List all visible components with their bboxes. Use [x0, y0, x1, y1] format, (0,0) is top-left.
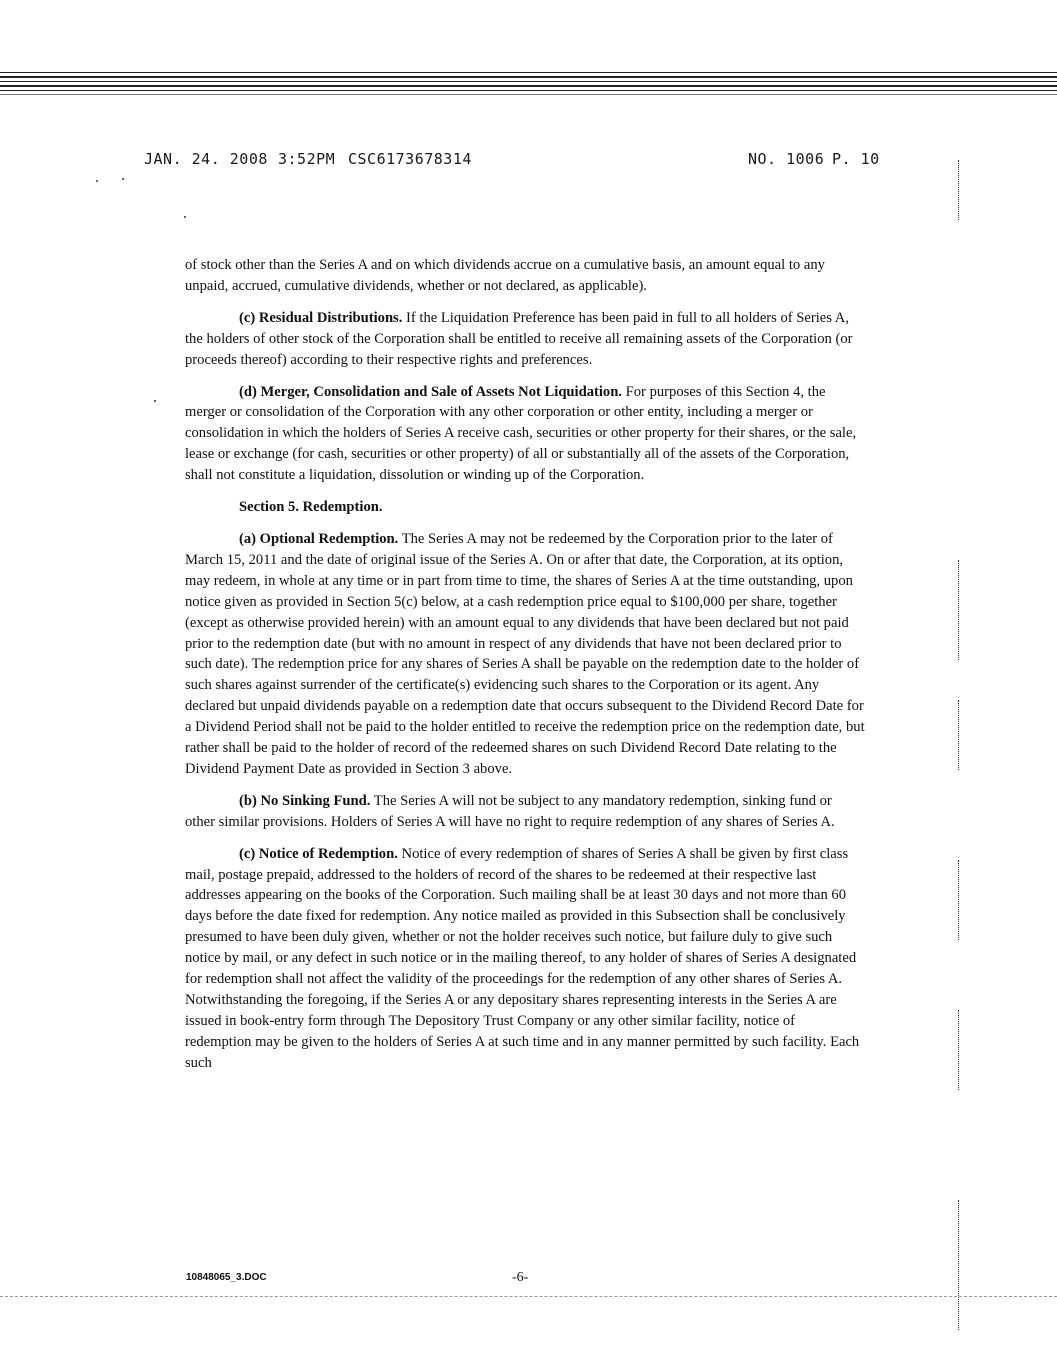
- margin-artifact: [958, 1010, 959, 1090]
- document-id: 10848065_3.DOC: [186, 1272, 267, 1283]
- heading-no-sinking-fund: (b) No Sinking Fund.: [239, 792, 371, 809]
- fax-page: P. 10: [832, 150, 880, 168]
- scan-speck: [96, 180, 98, 182]
- footer-scan-line: [0, 1296, 1057, 1297]
- paragraph-no-sinking-fund: (b) No Sinking Fund. The Series A will not be subject to any mandatory redemption, sinking fund or other similar provisions. Holders of Series A will have no right to require redemption of any shares of Series A.: [185, 792, 835, 830]
- paragraph-residual-distributions: (c) Residual Distributions. If the Liquidation Preference has been paid in full to all holders of Series A, the holders of other stock of the Corporation shall be entitled to receive all remaining assets of the Corporation (or proceeds thereof) according to their respective rights and preferences.: [185, 309, 853, 368]
- margin-artifact: [958, 700, 959, 770]
- fax-header: [0, 150, 1057, 174]
- paragraph-merger: (d) Merger, Consolidation and Sale of Assets Not Liquidation. For purposes of this Section 4, the merger or consolidation of the Corporation with any other corporation or other entity, including a merger or consolidation in which the holders of Series A receive cash, securities or other property for their shares, or the sale, lease or exchange (for cash, securities or other property) of all or substantially all of the assets of the Corporation, shall not constitute a liquidation, dissolution or winding up of the Corporation.: [185, 383, 857, 484]
- fax-number: CSC6173678314: [348, 150, 472, 168]
- heading-optional-redemption: (a) Optional Redemption.: [239, 530, 399, 547]
- paragraph-optional-redemption: (a) Optional Redemption. The Series A may not be redeemed by the Corporation prior to the later of March 15, 2011 and the date of original issue of the Series A. On or after that date, the Corporation, at its option, may redeem, in whole at any time or in part from time to time, the shares of Series A at the time outstanding, upon notice given as provided in Section 5(c) below, at a cash redemption price equal to $100,000 per share, together (except as otherwise provided herein) with an amount equal to any dividends that have been declared but not paid prior to the redemption date (but with no amount in respect of any dividends that have not been declared prior to such date). The redemption price for any shares of Series A shall be payable on the redemption date to the holder of such shares against surrender of the certificate(s) evidencing such shares to the Corporation or its agent. Any declared but unpaid dividends payable on a redemption date that occurs subsequent to the Dividend Record Date for a Dividend Period shall not be paid to the holder entitled to receive the redemption price on the redemption date, but rather shall be paid to the holder of record of the redeemed shares on such Dividend Record Date relating to the Dividend Payment Date as provided in Section 3 above.: [185, 530, 865, 777]
- page-number: -6-: [512, 1270, 529, 1285]
- margin-artifact: [958, 560, 959, 660]
- margin-artifact: [958, 860, 959, 940]
- scan-speck: [154, 400, 156, 402]
- paragraph-notice-of-redemption: (c) Notice of Redemption. Notice of every redemption of shares of Series A shall be given by first class mail, postage prepaid, addressed to the holders of record of the shares to be redeemed at their respective last addresses appearing on the books of the Corporation. Such mailing shall be at least 30 days and not more than 60 days before the date fixed for redemption. Any notice mailed as provided in this Subsection shall be conclusively presumed to have been duly given, whether or not the holder receives such notice, but failure duly to give such notice by mail, or any defect in such notice or in the mailing thereof, to any holder of shares of Series A designated for redemption shall not affect the validity of the proceedings for the redemption of any other shares of Series A. Notwithstanding the foregoing, if the Series A or any depositary shares representing interests in the Series A are issued in book-entry form through The Depository Trust Company or any other similar facility, notice of redemption may be given to the holders of Series A at such time and in any manner permitted by such facility. Each such: [185, 845, 860, 1071]
- fax-time: 3:52PM: [278, 150, 336, 168]
- fax-date: JAN. 24. 2008: [144, 150, 268, 168]
- heading-residual-distributions: (c) Residual Distributions.: [239, 309, 403, 326]
- margin-artifact: [958, 1200, 959, 1330]
- fax-scan-lines: [0, 62, 1057, 102]
- margin-artifact: [958, 160, 959, 220]
- heading-merger: (d) Merger, Consolidation and Sale of Assets Not Liquidation.: [239, 383, 622, 400]
- heading-notice-of-redemption: (c) Notice of Redemption.: [239, 845, 398, 862]
- scan-speck: [184, 216, 186, 218]
- paragraph-continuation: of stock other than the Series A and on which dividends accrue on a cumulative basis, an amount equal to any unpaid, accrued, cumulative dividends, whether or not declared, as applicable).: [185, 257, 825, 294]
- document-body: [185, 255, 865, 1085]
- section-5-heading: Section 5. Redemption.: [239, 499, 383, 516]
- scan-speck: [122, 178, 124, 180]
- fax-job-number: NO. 1006: [748, 150, 825, 168]
